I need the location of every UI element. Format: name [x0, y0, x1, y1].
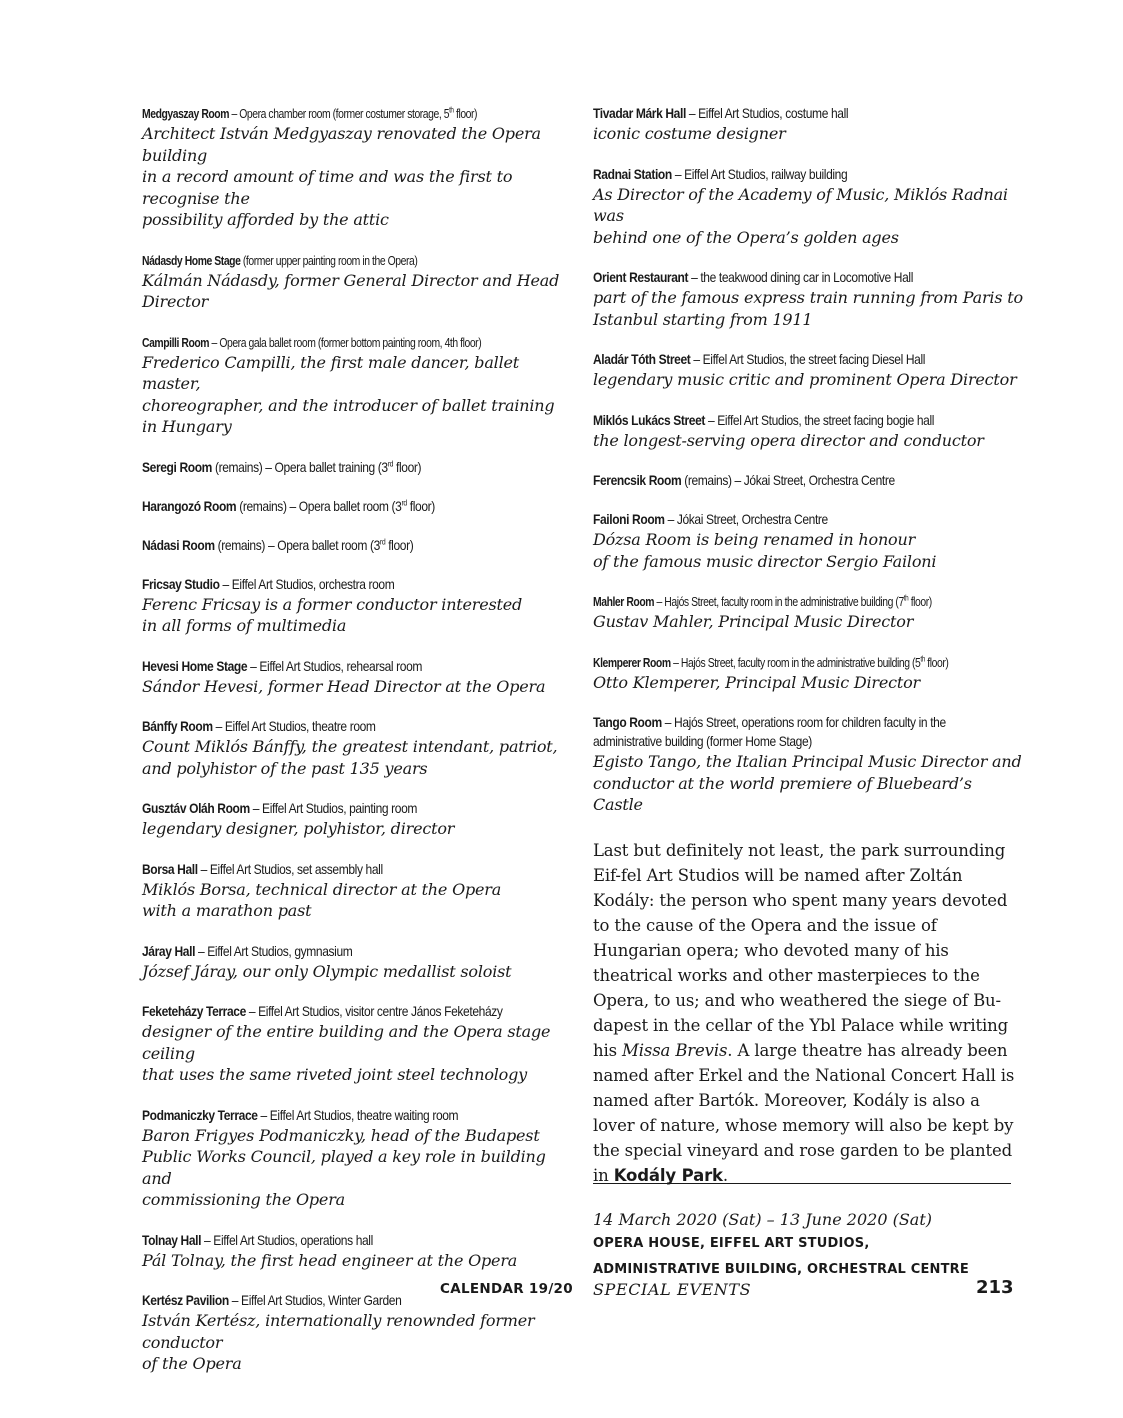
- room-description-line: Architect István Medgyaszay renovated the Opera building: [142, 124, 541, 165]
- room-entry: [142, 333, 572, 438]
- room-name: Feketeházy Terrace: [142, 1003, 246, 1019]
- room-heading: [142, 942, 571, 961]
- right-column: [593, 104, 1023, 1204]
- room-location: (former upper painting room in the Opera): [240, 252, 418, 268]
- room-entry: [593, 104, 1023, 145]
- room-entry: [593, 165, 1023, 249]
- room-location: – Eiffel Art Studios, costume hall: [685, 105, 849, 121]
- room-entry: [593, 510, 1023, 572]
- room-name: Járay Hall: [142, 942, 196, 959]
- room-description-line: and polyhistor of the past 135 years: [142, 758, 428, 778]
- room-description-line: with a marathon past: [142, 901, 312, 920]
- room-description-line: of the famous music director Sergio Failoni: [593, 551, 937, 571]
- room-heading: [593, 268, 1022, 287]
- room-name: Tango Room: [593, 714, 662, 730]
- room-name: Medgyaszay Room: [142, 106, 230, 121]
- room-description-line: Sándor Hevesi, former Head Director at the Opera: [142, 676, 546, 696]
- room-location: – Eiffel Art Studios, railway building: [671, 165, 848, 182]
- page-number: 213: [976, 1277, 1014, 1298]
- ordinal-suffix: th: [903, 593, 909, 603]
- room-description-line: Kálmán Nádasdy, former General Director and Head Director: [142, 270, 560, 311]
- room-heading: [593, 592, 1020, 611]
- room-description-line: Egisto Tango, the Italian Principal Music Director and: [593, 752, 1022, 771]
- room-name: Mahler Room: [593, 594, 655, 609]
- room-entry: [593, 713, 1023, 816]
- divider-rule: [593, 1183, 1011, 1184]
- room-location: – Eiffel Art Studios, orchestra room: [219, 575, 395, 592]
- room-location: – Opera gala ballet room (former bottom painting room, 4th floor): [209, 334, 482, 350]
- room-heading: [142, 657, 571, 676]
- ordinal-suffix: th: [449, 105, 454, 115]
- room-location-end: floor): [406, 497, 435, 514]
- room-name: Nádasdy Home Stage: [142, 252, 241, 268]
- room-description-line: Gustav Mahler, Principal Music Director: [593, 612, 914, 631]
- room-description-line: in all forms of multimedia: [142, 616, 347, 635]
- room-entry: [593, 471, 1023, 490]
- room-description-line: legendary music critic and prominent Opera Director: [593, 370, 1017, 389]
- room-description-line: Istanbul starting from 1911: [593, 309, 813, 329]
- room-entry: [142, 860, 572, 922]
- paragraph-text-1: Last but definitely not least, the park surrounding Eif-fel Art Studios will be named after Zoltán Kodály: the person who spent many years devoted to the cause of the Opera and the issue of Hungarian opera; who devoted many of his theatrical works and other masterpieces to the Opera, to us; and who weathered the siege of Bu-dapest in the cellar of the Ybl Palace while writing his: [593, 840, 1009, 1060]
- paragraph-text-2: . A large theatre has already been named after Erkel and the National Concert Hall is named after Bartók. Moreover, Kodály is also a lover of nature, whose memory will also be kept by the special vineyard and rose garden to be planted in: [593, 1040, 1015, 1185]
- room-name: Aladár Tóth Street: [593, 351, 691, 367]
- room-entry: [142, 1231, 572, 1272]
- room-description-line: István Kertész, internationally renownded former conductor: [142, 1311, 535, 1352]
- room-description-line: Ferenc Fricsay is a former conductor interested: [142, 594, 523, 614]
- room-location: – Hajós Street, faculty room in the administrative building (7: [654, 594, 904, 609]
- closing-paragraph: [593, 838, 1023, 1188]
- ordinal-suffix: rd: [379, 536, 386, 546]
- ordinal-suffix: rd: [401, 497, 407, 507]
- room-heading: [142, 1231, 571, 1250]
- room-location-end: floor): [924, 654, 949, 670]
- room-heading: [593, 653, 1020, 672]
- room-heading: [142, 1106, 571, 1125]
- room-location: – the teakwood dining car in Locomotive Hall: [688, 269, 913, 285]
- room-description-line: that uses the same riveted joint steel technology: [142, 1065, 527, 1084]
- room-name: Nádasi Room: [142, 536, 215, 553]
- room-description-line: part of the famous express train running from Paris to: [593, 288, 1023, 307]
- room-description-line: of the Opera: [142, 1354, 242, 1373]
- event-venue-line-2: ADMINISTRATIVE BUILDING, ORCHESTRAL CENTRE: [593, 1262, 969, 1277]
- event-venue-line-1: OPERA HOUSE, EIFFEL ART STUDIOS,: [593, 1236, 870, 1251]
- room-entry: [142, 942, 572, 983]
- room-heading: [142, 799, 571, 818]
- room-location: – Eiffel Art Studios, set assembly hall: [197, 860, 383, 877]
- room-description-line: Dózsa Room is being renamed in honour: [593, 530, 916, 549]
- room-entry: [142, 575, 572, 637]
- room-location: – Eiffel Art Studios, painting room: [249, 800, 418, 816]
- room-description-line: legendary designer, polyhistor, director: [142, 819, 455, 838]
- room-entry: [142, 1002, 572, 1086]
- room-heading: [142, 497, 571, 516]
- room-name: Bánffy Room: [142, 718, 213, 734]
- room-location: – Eiffel Art Studios, the street facing Diesel Hall: [690, 351, 926, 367]
- room-heading: [593, 165, 1022, 184]
- room-location: – Eiffel Art Studios, visitor centre János Feketeházy: [245, 1003, 503, 1019]
- room-description-line: Otto Klemperer, Principal Music Director: [593, 672, 920, 692]
- room-location: (remains) – Opera ballet room (3: [236, 497, 402, 514]
- room-name: Fricsay Studio: [142, 575, 220, 592]
- room-entry: [593, 268, 1023, 330]
- room-heading: [142, 104, 569, 123]
- room-location: – Opera chamber room (former costumer storage, 5: [229, 106, 450, 121]
- room-name: Borsa Hall: [142, 860, 198, 877]
- room-location: – Eiffel Art Studios, operations hall: [201, 1231, 373, 1248]
- room-name: Tivadar Márk Hall: [593, 105, 686, 121]
- room-heading: [142, 536, 571, 555]
- room-entry: [593, 411, 1023, 452]
- room-name: Kertész Pavilion: [142, 1292, 229, 1308]
- room-entry: [142, 458, 572, 477]
- room-name: Orient Restaurant: [593, 269, 689, 285]
- room-entry: [142, 536, 572, 555]
- room-name: Hevesi Home Stage: [142, 657, 248, 674]
- room-location: – Eiffel Art Studios, rehearsal room: [247, 657, 423, 674]
- room-description-line: designer of the entire building and the Opera stage ceiling: [142, 1022, 551, 1063]
- room-entry: [142, 497, 572, 516]
- room-heading: [142, 860, 571, 879]
- paragraph-italic-title: Missa Brevis: [622, 1040, 728, 1060]
- room-location: – Eiffel Art Studios, theatre room: [212, 718, 376, 734]
- paragraph-text-3: .: [722, 1165, 728, 1185]
- ordinal-suffix: rd: [387, 458, 394, 468]
- room-entry: [593, 350, 1023, 391]
- room-heading: [142, 251, 569, 270]
- room-location-end: floor): [453, 106, 478, 121]
- room-name: Tolnay Hall: [142, 1231, 202, 1248]
- room-heading: [593, 713, 1007, 751]
- footer-section: SPECIAL EVENTS: [593, 1280, 752, 1299]
- room-name: Failoni Room: [593, 511, 665, 527]
- room-location: (remains) – Jókai Street, Orchestra Centre: [681, 472, 895, 488]
- room-entry: [142, 657, 572, 698]
- room-entry: [142, 799, 572, 840]
- room-description-line: József Járay, our only Olympic medallist soloist: [142, 961, 512, 981]
- room-heading: [142, 575, 571, 594]
- room-name: Podmaniczky Terrace: [142, 1106, 258, 1123]
- room-entry: [142, 1106, 572, 1211]
- paragraph-bold-name: Kodály Park: [613, 1165, 723, 1185]
- left-column: [142, 104, 572, 1375]
- room-name: Seregi Room: [142, 458, 213, 475]
- room-location: (remains) – Opera ballet training (3: [212, 458, 388, 475]
- room-location: – Hajós Street, faculty room in the administrative building (5: [670, 654, 921, 670]
- room-location-end: floor): [393, 458, 422, 475]
- room-name: Klemperer Room: [593, 654, 671, 670]
- room-description-line: choreographer, and the introducer of ballet training in Hungary: [142, 395, 555, 436]
- room-heading: [142, 1002, 571, 1021]
- event-date: 14 March 2020 (Sat) – 13 June 2020 (Sat): [593, 1210, 932, 1229]
- room-location: – Eiffel Art Studios, Winter Garden: [228, 1292, 402, 1308]
- room-description-line: behind one of the Opera’s golden ages: [593, 227, 899, 247]
- room-location: – Eiffel Art Studios, the street facing bogie hall: [705, 411, 935, 428]
- room-name: Radnai Station: [593, 165, 672, 182]
- room-location: – Hajós Street, operations room for children faculty in the administrative building (former Home Stage): [593, 714, 946, 749]
- room-entry: [142, 717, 572, 779]
- room-description-line: Baron Frigyes Podmaniczky, head of the Budapest: [142, 1125, 540, 1145]
- room-description-line: Frederico Campilli, the first male dancer, ballet master,: [142, 352, 519, 393]
- room-name: Harangozó Room: [142, 497, 237, 514]
- ordinal-suffix: th: [920, 654, 925, 664]
- room-heading: [593, 350, 1022, 369]
- room-entry: [593, 653, 1023, 694]
- room-description-line: iconic costume designer: [593, 124, 786, 143]
- room-name: Gusztáv Oláh Room: [142, 800, 250, 816]
- room-heading: [142, 458, 571, 477]
- room-description-line: possibility afforded by the attic: [142, 210, 389, 229]
- room-heading: [593, 411, 1022, 430]
- footer-calendar: CALENDAR 19/20: [440, 1281, 573, 1297]
- room-location: – Eiffel Art Studios, gymnasium: [195, 942, 353, 959]
- room-location: (remains) – Opera ballet room (3: [214, 536, 380, 553]
- room-heading: [593, 471, 1022, 490]
- room-description-line: Pál Tolnay, the first head engineer at the Opera: [142, 1250, 518, 1270]
- room-description-line: Public Works Council, played a key role in building and: [142, 1147, 546, 1188]
- room-location-end: floor): [385, 536, 414, 553]
- room-entry: [142, 1291, 572, 1375]
- room-description-line: in a record amount of time and was the first to recognise the: [142, 167, 513, 208]
- room-name: Campilli Room: [142, 334, 210, 350]
- room-description-line: Count Miklós Bánffy, the greatest intendant, patriot,: [142, 737, 558, 756]
- room-heading: [142, 717, 571, 736]
- room-name: Ferencsik Room: [593, 472, 682, 488]
- room-description-line: commissioning the Opera: [142, 1190, 345, 1209]
- room-location-end: floor): [908, 594, 932, 609]
- room-heading: [593, 510, 1022, 529]
- room-description-line: conductor at the world premiere of Bluebeard’s Castle: [593, 773, 972, 814]
- room-entry: [142, 251, 572, 313]
- room-location: – Eiffel Art Studios, theatre waiting room: [257, 1106, 459, 1123]
- room-description-line: Miklós Borsa, technical director at the Opera: [142, 879, 502, 899]
- room-description-line: the longest-serving opera director and conductor: [593, 430, 984, 450]
- room-heading: [593, 104, 1022, 123]
- room-location: – Jókai Street, Orchestra Centre: [664, 511, 828, 527]
- room-heading: [142, 333, 569, 352]
- room-description-line: As Director of the Academy of Music, Miklós Radnai was: [593, 184, 1008, 225]
- room-entry: [593, 592, 1023, 633]
- room-name: Miklós Lukács Street: [593, 411, 706, 428]
- room-entry: [142, 104, 572, 231]
